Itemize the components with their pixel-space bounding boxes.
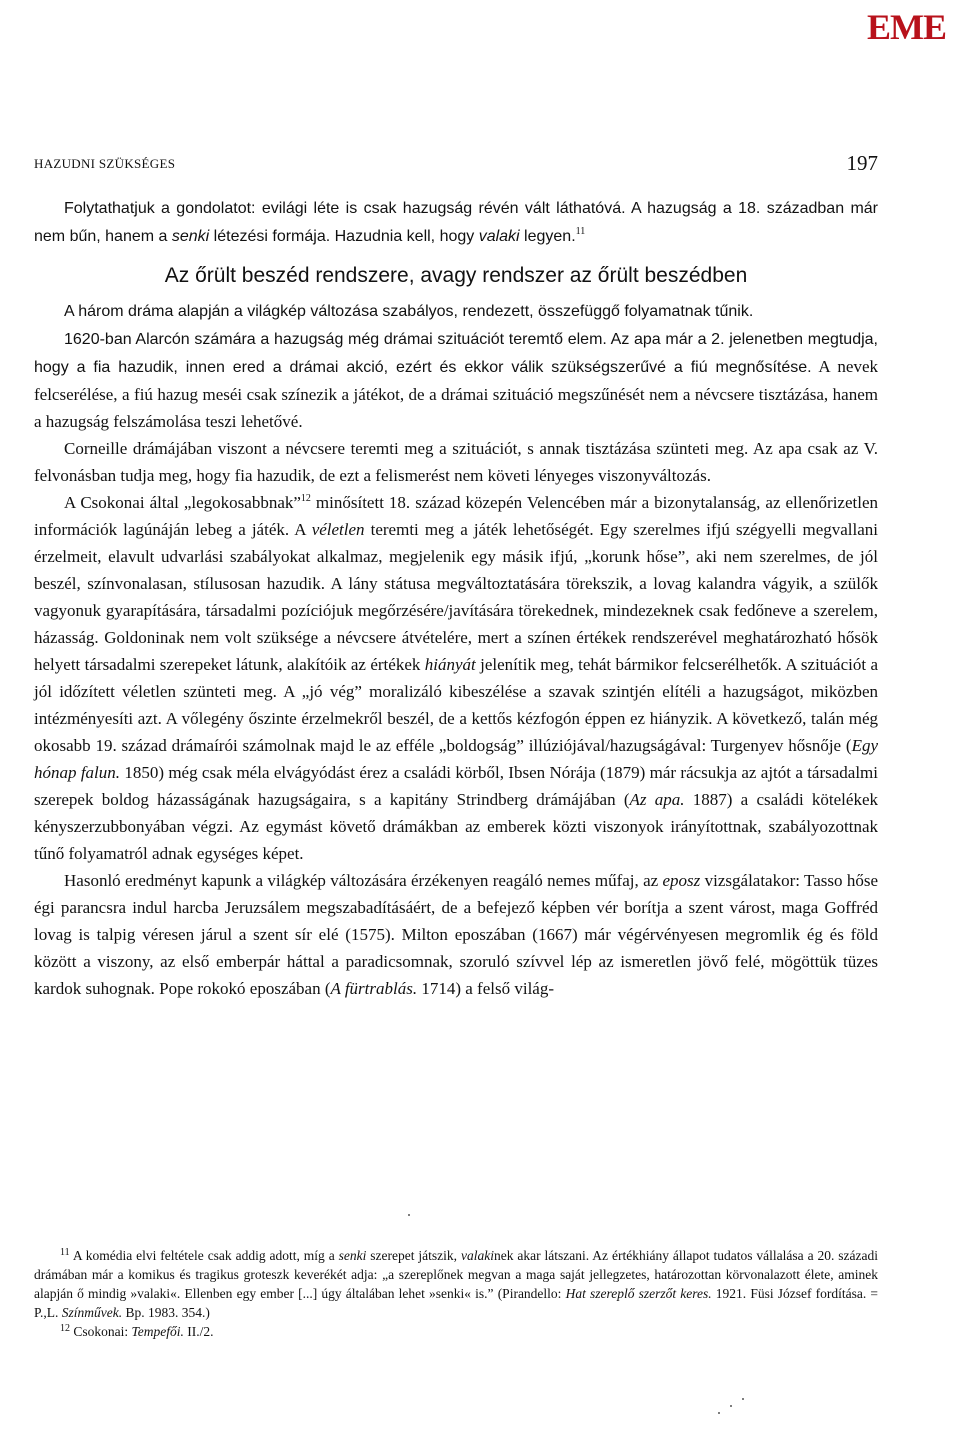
paragraph-1: A három dráma alapján a világkép változása szabályos, rendezett, összefüggő folyamatnak tűnik. (64, 303, 754, 320)
paragraph-5-title-a-furtrablas: A fürtrablás. (330, 979, 418, 998)
intro-paragraph (34, 194, 878, 250)
footnote-11-emphasis-valaki: valaki (460, 1248, 494, 1263)
footnote-11-text-1: A komédia elvi feltétele csak addig adott, míg a (69, 1248, 339, 1263)
paragraph-2-text-1: 1620-ban Alarcón számára a hazugság még drámai szituációt teremtő elem. Az apa már a 2. jelenetben megtudja, hogy a fia hazudik, innen ered a drámai akció, ezért és ekkor válik szükségszerűvé a fiú megnősítése. (34, 331, 878, 376)
paragraph-4-text-1: A Csokonai által „legokosabbnak” (64, 493, 301, 512)
footnote-12-mark: 12 (60, 1323, 70, 1334)
footnote-ref-11[interactable]: 11 (575, 226, 586, 237)
paragraph-4-text-4: jelenítik meg, tehát bármikor felcserélhetők. A szituációt a jól időzített véletlen szünteti meg. A „jó vég” moralizáló kibeszélése a szavak szintjén elítéli a hazugságot, miközben intézményesíti azt. A vőlegény őszinte érzelmekről beszél, de a kettős kézfogón éppen ez hiányzik. A következő, talán még okosabb 19. század drámaírói számolnak majd le az efféle „boldogság” illúziójával/hazugságával: Turgenyev hősnője ( (34, 655, 878, 755)
footnote-11-text-3: nek akar látszani. Az értékhiány állapot tudatos vállalása a 20. századi drámában már a komikus és tragikus groteszk keverékét adja: „a szereplőnek megvan a maga saját jellegzetes, határozottan körvonalazott élete, aminek alapján ő mindig »valaki«. Ellenben egy ember [...] úgy általában lehet »senki« is.” (Pirandello: (34, 1248, 878, 1301)
main-text (34, 194, 878, 1002)
page-number: 197 (846, 151, 878, 175)
section-title: Az őrült beszéd rendszere, avagy rendszer az őrült beszédben (164, 264, 748, 287)
footnote-11-mark: 11 (60, 1247, 70, 1258)
scan-speck (730, 1405, 732, 1407)
intro-text-3: legyen. (519, 228, 576, 245)
paragraph-4-title-egy-honap-falun: Egy hónap falun. (34, 736, 878, 782)
intro-text-2: létezési formája. Hazudnia kell, hogy (209, 228, 479, 245)
intro-emphasis-senki: senki (171, 228, 210, 245)
footnote-12-text-1: Csokonai: (70, 1324, 132, 1339)
paragraph-4-emphasis-hianyat: hiányát (424, 655, 476, 674)
footnote-11 (34, 1246, 878, 1322)
paragraph-5-emphasis-eposz: eposz (662, 871, 701, 890)
footnote-12-title-tempefoi: Tempefői. (131, 1324, 184, 1339)
running-title: HAZUDNI SZÜKSÉGES (34, 156, 176, 171)
paragraph-4-text-6: 1887) a családi kötelékek kényszerzubbonyában végzi. Az egymást követő drámákban az emberek közti viszonyok irányítottnak, szabályozottnak tűnő folyamatról adnak egységes képet. (34, 790, 878, 863)
footnote-11-text-5: Bp. 1983. 354.) (122, 1305, 210, 1320)
footnotes (34, 1246, 878, 1341)
footnote-12-text-2: II./2. (183, 1324, 214, 1339)
paragraph-4-text-3: teremti meg a játék lehetőségét. Egy szerelmes ifjú szégyelli megvallani érzelmeit, elavult udvarlási szabályokat alkalmaz, megjelenik egy másik ifjú, „korunk hőse”, aki nem szerelmes, de jól beszél, színvonalasan, stílusosan hazudik. A lány státusa megváltoztatására törekszik, a lovag kalandra vágyik, a szülők vagyonuk gyarapítására, társadalmi pozíciójuk megőrzésére/javítására törekednek, mindezeknek csak fedőneve a szerelem, házasság. Goldoninak nem volt szüksége a névcsere átvételére, mert a színen értékek rendszerével meghatározható hősök helyett társadalmi szerepeket látunk, alakítóik az értékek (34, 520, 878, 674)
footnote-11-text-4: 1921. Füsi József fordítása. = P.,L. (34, 1286, 878, 1320)
paragraph-5-text-2: vizsgálatakor: Tasso hőse égi parancsra indul harcba Jeruzsálem megszabadításáért, de a befejező képben vér borítja a szent várost, maga Goffréd lovag is talpig véresen járul a szent sír elé (1575). Milton eposzában (1667) már végérvényesen megromlik ég és föld között a viszony, az első emberpár háttal a paradicsomnak, szoruló szívvel lép az ismeretlen jövő felé, mögöttük tüzes kardok suhognak. Pope rokokó eposzában ( (34, 871, 878, 998)
paragraph-4-text-5: 1850) még csak méla elvágyódást érez a családi körből, Ibsen Nórája (1879) már rácsukja az ajtót a társadalmi szerepek boldog házasságának hazugságaira, s a kapitány Strindberg drámájában ( (34, 763, 878, 809)
paragraph-4-text-2: minősített 18. század közepén Velencében már a bizonytalanság, az ellenőrizetlen információk lagúnáján lebeg a játék. A (34, 493, 878, 539)
scan-speck (408, 1214, 410, 1216)
publisher-logo: EME (866, 7, 946, 47)
paragraph-5-text-1: Hasonló eredményt kapunk a világkép változására érzékenyen reagáló nemes műfaj, az (64, 871, 663, 890)
paragraph-4-title-az-apa: Az apa. (629, 790, 685, 809)
footnote-11-title-hat-szereplo: Hat szereplő szerzőt keres. (565, 1286, 712, 1301)
footnote-12 (34, 1322, 878, 1341)
footnote-11-text-2: szerepet játszik, (366, 1248, 461, 1263)
paragraph-2 (34, 325, 878, 435)
intro-text-1: Folytathatjuk a gondolatot: evilági léte is csak hazugság révén vált láthatóvá. A hazugság a 18. században már nem bűn, hanem a (34, 200, 878, 245)
footnote-11-emphasis-senki: senki (338, 1248, 367, 1263)
paragraph-4 (34, 489, 878, 867)
running-header (34, 146, 878, 176)
footnote-ref-12[interactable]: 12 (300, 493, 311, 504)
scan-speck (718, 1412, 720, 1414)
footnote-11-title-szinmuvek: Színművek. (61, 1305, 123, 1320)
paragraph-4-emphasis-veletlen: véletlen (311, 520, 365, 539)
paragraph-3: Corneille drámájában viszont a névcsere teremti meg a szituációt, s annak tisztázása szünteti meg. Az apa csak az V. felvonásban tudja meg, hogy fia hazudik, de ezt a felismerést nem követi lényeges viszonyváltozás. (34, 439, 878, 485)
intro-emphasis-valaki: valaki (478, 228, 520, 245)
paragraph-5-text-3: 1714) a felső világ- (417, 979, 554, 998)
paragraph-2-text-2: A nevek felcserélése, a fiú hazug meséi csak színezik a játékot, de a drámai szituáció megszűnését nem a névcsere tisztázása, hanem a hazugság felszámolása teszi lehetővé. (34, 357, 878, 431)
paragraph-5 (34, 867, 878, 1002)
scan-speck (742, 1398, 744, 1400)
